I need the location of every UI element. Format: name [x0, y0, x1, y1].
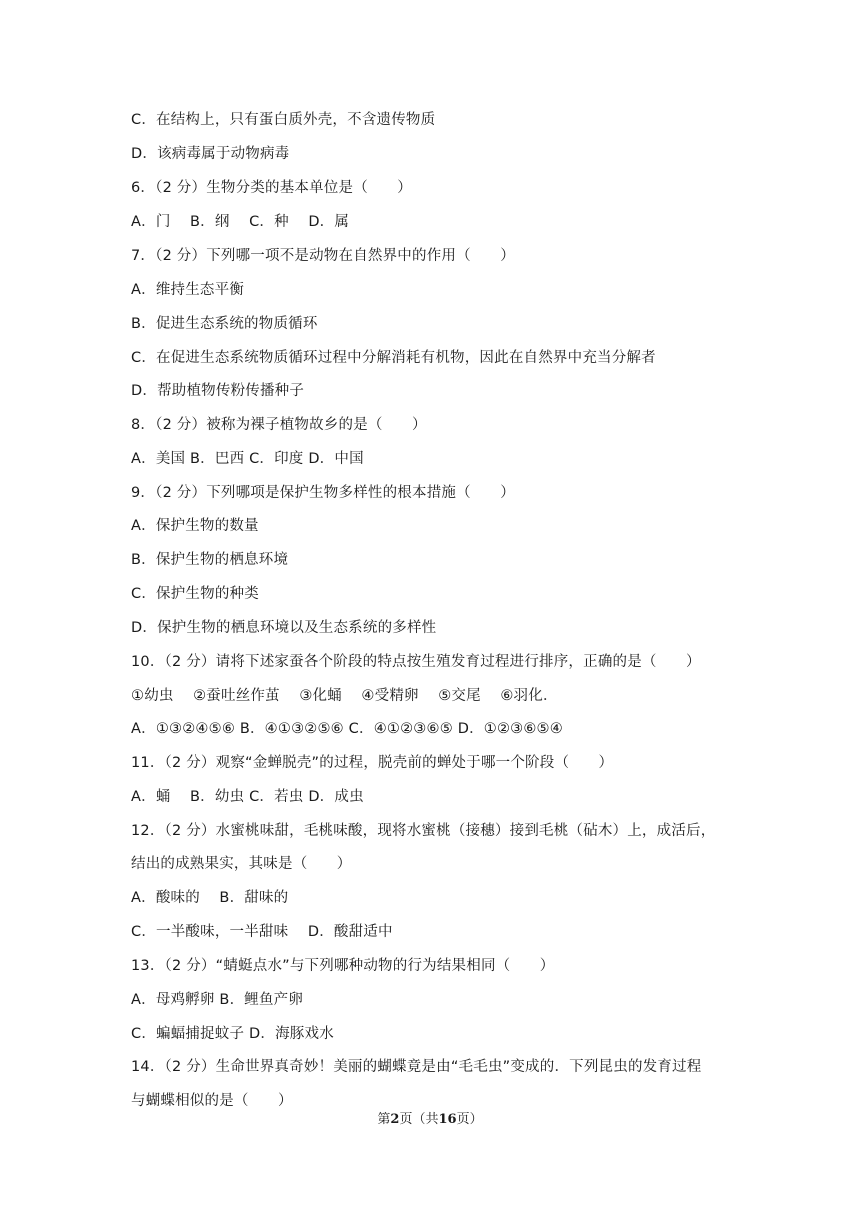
option-5c: C．在结构上，只有蛋白质外壳，不含遗传物质 — [131, 112, 436, 128]
question-12-line-1: 12．（2 分）水蜜桃味甜，毛桃味酸，现将水蜜桃（接穗）接到毛桃（砧木）上，成活后， — [131, 823, 716, 839]
option-5d: D．该病毒属于动物病毒 — [131, 146, 290, 162]
question-7: 7．（2 分）下列哪一项不是动物在自然界中的作用（ ） — [131, 248, 515, 264]
question-13: 13．（2 分）“蜻蜓点水”与下列哪种动物的行为结果相同（ ） — [131, 958, 555, 974]
option-7a: A．维持生态平衡 — [131, 282, 245, 298]
options-13-ab: A．母鸡孵卵 B．鲤鱼产卵 — [131, 992, 304, 1008]
footer-middle: 页（共 — [399, 1112, 439, 1127]
question-9: 9．（2 分）下列哪项是保护生物多样性的根本措施（ ） — [131, 485, 515, 501]
question-12-line-2: 结出的成熟果实，其味是（ ） — [131, 856, 352, 872]
footer-prefix: 第 — [377, 1112, 391, 1127]
stages-10: ①幼虫 ②蚕吐丝作茧 ③化蛹 ④受精卵 ⑤交尾 ⑥羽化． — [131, 688, 558, 704]
option-9b: B．保护生物的栖息环境 — [131, 552, 289, 568]
option-9a: A．保护生物的数量 — [131, 518, 259, 534]
options-10: A．①③②④⑤⑥ B．④①③②⑤⑥ C．④①②③⑥⑤ D．①②③⑥⑤④ — [131, 721, 563, 737]
question-6: 6．（2 分）生物分类的基本单位是（ ） — [131, 180, 413, 196]
question-14-line-2: 与蝴蝶相似的是（ ） — [131, 1093, 293, 1109]
footer-page-number: 2 — [390, 1112, 400, 1127]
options-13-cd: C．蝙蝠捕捉蚊子 D．海豚戏水 — [131, 1026, 334, 1042]
options-6: A．门 B．纲 C．种 D．属 — [131, 214, 350, 230]
options-12-ab: A．酸味的 B．甜味的 — [131, 890, 289, 906]
options-8: A．美国 B．巴西 C．印度 D．中国 — [131, 451, 364, 467]
page-footer — [0, 1111, 860, 1129]
options-11: A．蛹 B．幼虫 C．若虫 D．成虫 — [131, 789, 364, 805]
option-9d: D．保护生物的栖息环境以及生态系统的多样性 — [131, 620, 437, 636]
option-7c: C．在促进生态系统物质循环过程中分解消耗有机物，因此在自然界中充当分解者 — [131, 350, 656, 366]
option-7b: B．促进生态系统的物质循环 — [131, 316, 318, 332]
question-11: 11．（2 分）观察“金蝉脱壳”的过程，脱壳前的蝉处于哪一个阶段（ ） — [131, 755, 614, 771]
question-10: 10．（2 分）请将下述家蚕各个阶段的特点按生殖发育过程进行排序，正确的是（ ） — [131, 654, 701, 670]
option-9c: C．保护生物的种类 — [131, 586, 259, 602]
footer-total-pages: 16 — [438, 1112, 457, 1127]
options-12-cd: C．一半酸味，一半甜味 D．酸甜适中 — [131, 924, 393, 940]
option-7d: D．帮助植物传粉传播种子 — [131, 383, 305, 399]
question-14-line-1: 14．（2 分）生命世界真奇妙！美丽的蝴蝶竟是由“毛毛虫”变成的．下列昆虫的发育过程 — [131, 1059, 702, 1075]
footer-suffix: 页） — [456, 1112, 483, 1127]
question-8: 8．（2 分）被称为裸子植物故乡的是（ ） — [131, 417, 427, 433]
